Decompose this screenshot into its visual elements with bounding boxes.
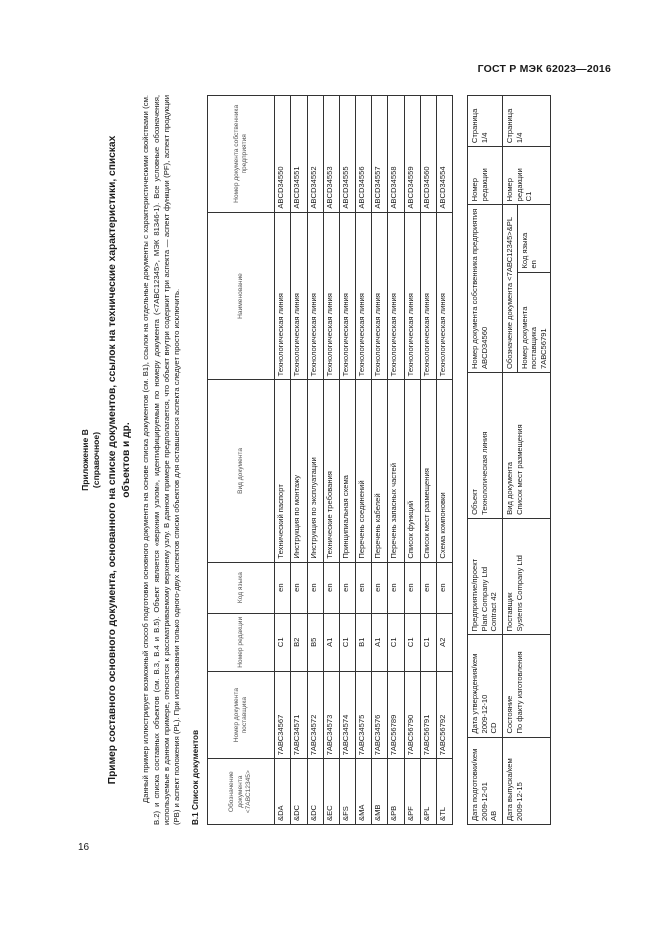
project-cell: Предприятие/проект Plant Company Ltd Contract 42 bbox=[468, 518, 503, 635]
table-cell: en bbox=[372, 562, 388, 613]
table-cell: 7АВС34567 bbox=[275, 671, 291, 758]
table-row bbox=[372, 96, 388, 825]
table-cell: Технологическая линия bbox=[404, 212, 420, 380]
appendix-title-line2: (справочное) bbox=[91, 431, 102, 489]
header-cell: Вид документа bbox=[208, 380, 275, 562]
table-cell: 7АВС56789 bbox=[388, 671, 404, 758]
table-row bbox=[388, 96, 404, 825]
title-block-table bbox=[467, 95, 551, 825]
table-row bbox=[323, 96, 339, 825]
doc-designation: Обозначение документа <7АВС12345>&PL bbox=[503, 205, 517, 372]
table-cell: Список функций bbox=[404, 380, 420, 562]
table-cell: en bbox=[307, 562, 323, 613]
appendix-title-line1: Приложение В bbox=[80, 429, 90, 491]
table-cell: en bbox=[437, 562, 453, 613]
table-cell: ABCD34556 bbox=[356, 96, 372, 213]
table-cell: B5 bbox=[307, 613, 323, 671]
owner-doc-number-cell: Номер документа собственника предприятия ABCD34560 bbox=[468, 205, 503, 373]
table-cell: en bbox=[420, 562, 436, 613]
table-cell: Список мест размещения bbox=[420, 380, 436, 562]
table-cell: en bbox=[339, 562, 355, 613]
table-cell: Технологическая линия bbox=[437, 212, 453, 380]
table-cell: &DA bbox=[275, 759, 291, 825]
table-cell: &PF bbox=[404, 759, 420, 825]
table-cell: ABCD34559 bbox=[404, 96, 420, 213]
table-cell: Технический паспорт bbox=[275, 380, 291, 562]
table-cell: 7АВС56790 bbox=[404, 671, 420, 758]
header-cell: Номер документа собственника предприятия bbox=[208, 96, 275, 213]
approved-cell: Дата утверждения/кем 2009-12-10 CD bbox=[468, 635, 503, 737]
table-cell: A1 bbox=[323, 613, 339, 671]
table-cell: Технологическая линия bbox=[372, 212, 388, 380]
table-cell: Инструкция по эксплуатации bbox=[307, 380, 323, 562]
table-cell: C1 bbox=[404, 613, 420, 671]
table-cell: &TL bbox=[437, 759, 453, 825]
table-cell: Перечень кабелей bbox=[372, 380, 388, 562]
table-cell: 7АВС34574 bbox=[339, 671, 355, 758]
header-cell: Наименование bbox=[208, 212, 275, 380]
table-cell: ABCD34551 bbox=[291, 96, 307, 213]
table-row bbox=[404, 96, 420, 825]
table-cell: en bbox=[275, 562, 291, 613]
table-cell: en bbox=[404, 562, 420, 613]
table-cell: Технологическая линия bbox=[291, 212, 307, 380]
table-cell: B2 bbox=[291, 613, 307, 671]
table-cell: Технологическая линия bbox=[275, 212, 291, 380]
table-cell: C1 bbox=[275, 613, 291, 671]
table-cell: ABCD34560 bbox=[420, 96, 436, 213]
running-header: ГОСТ Р МЭК 62023—2016 bbox=[477, 63, 611, 75]
supplier-doc-number: Номер документа поставщика 7АВС56791 bbox=[519, 306, 548, 370]
table-cell: B1 bbox=[356, 613, 372, 671]
table-cell: 7АВС56791 bbox=[420, 671, 436, 758]
table-cell: 7АВС34573 bbox=[323, 671, 339, 758]
table-cell: C1 bbox=[420, 613, 436, 671]
table-cell: Технологическая линия bbox=[307, 212, 323, 380]
language-code: Код языка en bbox=[518, 205, 550, 272]
table-cell: en bbox=[323, 562, 339, 613]
table-row bbox=[339, 96, 355, 825]
table-cell: 7АВС34576 bbox=[372, 671, 388, 758]
table-cell: Инструкция по монтажу bbox=[291, 380, 307, 562]
table-cell: en bbox=[291, 562, 307, 613]
table-row bbox=[291, 96, 307, 825]
table-cell: ABCD34552 bbox=[307, 96, 323, 213]
table-cell: &PL bbox=[420, 759, 436, 825]
status-cell: Состояние По факту изготовления bbox=[503, 635, 551, 737]
table-row bbox=[275, 96, 291, 825]
table-cell: &DC bbox=[291, 759, 307, 825]
table-cell: 7АВС34572 bbox=[307, 671, 323, 758]
table-cell: 7АВС56792 bbox=[437, 671, 453, 758]
header-cell: Код языка bbox=[208, 562, 275, 613]
table-cell: Технологическая линия bbox=[323, 212, 339, 380]
revision-cell: Номер редакции C1 bbox=[503, 147, 551, 205]
table-cell: C1 bbox=[388, 613, 404, 671]
page-cell-2: Страница 1/4 bbox=[503, 96, 551, 147]
header-cell: Номер редакции bbox=[208, 613, 275, 671]
table-cell: 7АВС34575 bbox=[356, 671, 372, 758]
table-cell: ABCD34555 bbox=[339, 96, 355, 213]
prepared-cell: Дата подготовки/кем 2009-12-01 AB bbox=[468, 737, 503, 824]
rotated-page-content bbox=[78, 95, 601, 825]
page-number: 16 bbox=[78, 842, 90, 853]
header-cell: Обозначение документа <7АВС12345> bbox=[208, 759, 275, 825]
table-cell: A1 bbox=[372, 613, 388, 671]
title-block-row bbox=[503, 96, 551, 825]
table-cell: 7АВС34571 bbox=[291, 671, 307, 758]
table-cell: &PB bbox=[388, 759, 404, 825]
table-cell: C1 bbox=[339, 613, 355, 671]
table-cell: ABCD34553 bbox=[323, 96, 339, 213]
table-cell: &MA bbox=[356, 759, 372, 825]
intro-paragraph: Данный пример иллюстрирует возможный способ подготовки основного документа на основе списка документов (см. В1), ссылок на отдельные документы с характеристическими свойствами (см. В.2) и списка составных объектов (см. В.3, В.4 и В.5). Объект является «верхним узлом», идентифицируемым по номеру документа (<7АВС12345>, МЭК 81346-1). Все условные обозначения, используемые в данном примере, относятся к рассматриваемому верхнему узлу. В данном примере предполагается, что объект внутри содержит три аспекта — аспект функции (PF), аспект продукции (PB) и аспект положения (PL). При использовании только одного-двух аспектов списки объектов для оставшегося аспекта следует просто исключить. bbox=[141, 95, 182, 825]
supplier-doc-cell bbox=[503, 205, 551, 373]
table-cell: Технологическая линия bbox=[356, 212, 372, 380]
supplier-doc-inner bbox=[518, 205, 550, 372]
table-cell: &MB bbox=[372, 759, 388, 825]
appendix-main-title: Пример составного основного документа, основанного на списке документов, ссылок на технические характеристики, списках объектов и др. bbox=[107, 135, 132, 785]
table-cell: &FS bbox=[339, 759, 355, 825]
table-cell: Технические требования bbox=[323, 380, 339, 562]
table-cell: Схема компоновки bbox=[437, 380, 453, 562]
table-cell: A2 bbox=[437, 613, 453, 671]
table-cell: ABCD34557 bbox=[372, 96, 388, 213]
table-cell: &DC bbox=[307, 759, 323, 825]
table-cell: ABCD34550 bbox=[275, 96, 291, 213]
table-cell: Перечень соединений bbox=[356, 380, 372, 562]
table-cell: Технологическая линия bbox=[339, 212, 355, 380]
table-cell: en bbox=[356, 562, 372, 613]
object-cell: Объект Технологическая линия bbox=[468, 373, 503, 519]
table-cell: en bbox=[388, 562, 404, 613]
table-row bbox=[356, 96, 372, 825]
table-row bbox=[437, 96, 453, 825]
header-cell: Номер документа поставщика bbox=[208, 671, 275, 758]
table-cell: &EC bbox=[323, 759, 339, 825]
table-row bbox=[420, 96, 436, 825]
title-block-row bbox=[468, 96, 503, 825]
table-cell: Технологическая линия bbox=[388, 212, 404, 380]
issue-date-cell: Дата выпуска/кем 2009-12-15 bbox=[503, 737, 551, 824]
section-title: В.1 Список документов bbox=[190, 729, 200, 825]
page-cell: Страница 1/4 bbox=[468, 96, 503, 147]
table-cell: Технологическая линия bbox=[420, 212, 436, 380]
supplier-cell: Поставщик Systems Company Ltd bbox=[503, 518, 551, 635]
document-list-table bbox=[207, 95, 453, 825]
table-cell: Принципиальная схема bbox=[339, 380, 355, 562]
appendix-title bbox=[80, 95, 102, 825]
table-cell: Перечень запасных частей bbox=[388, 380, 404, 562]
table-header-row bbox=[208, 96, 275, 825]
table-cell: ABCD34558 bbox=[388, 96, 404, 213]
revision-header-cell: Номер редакции bbox=[468, 147, 503, 205]
table-cell: ABCD34554 bbox=[437, 96, 453, 213]
table-row bbox=[307, 96, 323, 825]
doc-kind-cell: Вид документа Список мест размещения bbox=[503, 373, 551, 519]
